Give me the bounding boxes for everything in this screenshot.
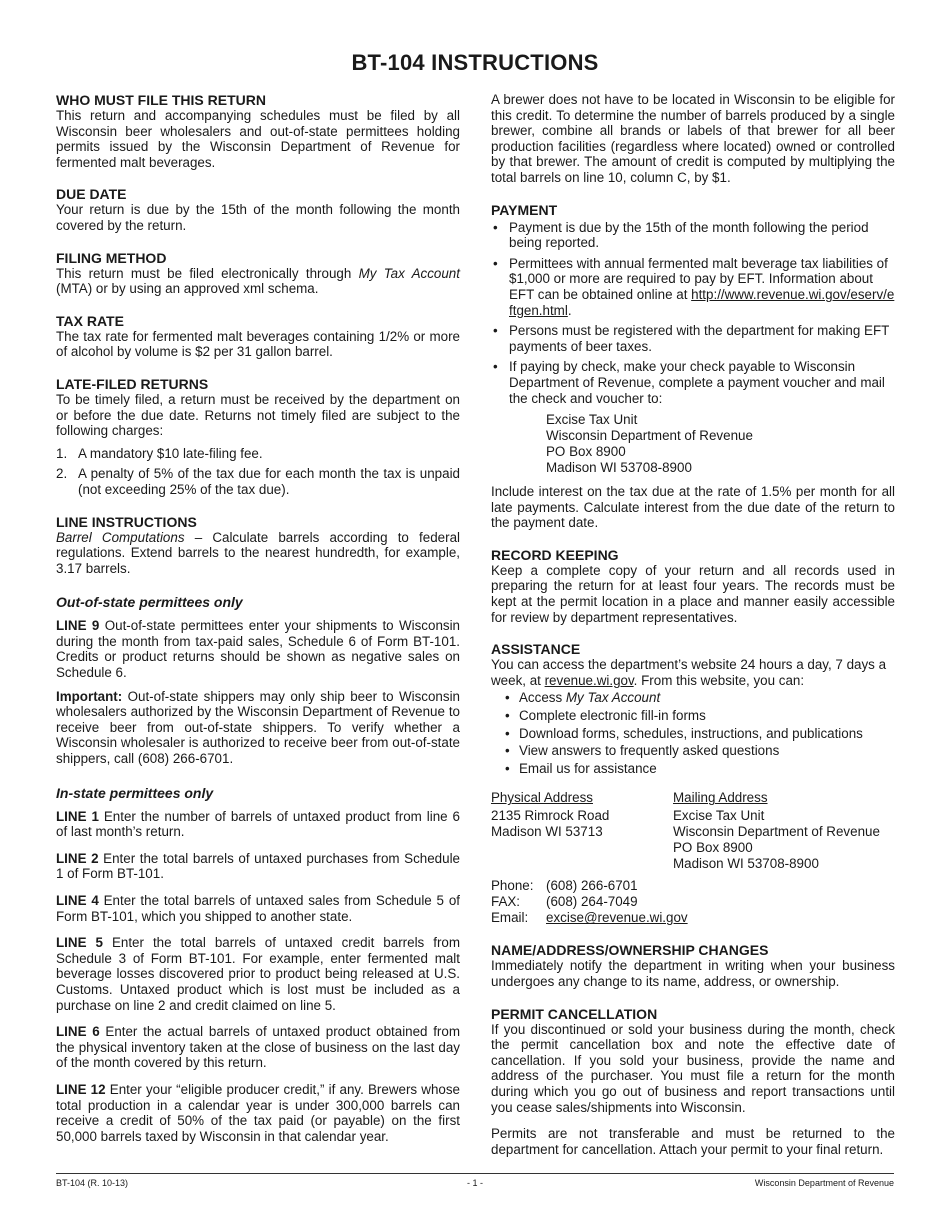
list-item (505, 743, 895, 759)
filing-text-a: This return must be filed electronically through (56, 265, 359, 281)
website-features-list (505, 690, 895, 776)
bullet-icon: • (493, 219, 498, 235)
line-body: Enter the total barrels of untaxed sales from Schedule 5 of Form BT-101, which you shipped to another state. (56, 893, 460, 924)
heading-filing-method: FILING METHOD (56, 249, 167, 266)
section-due-date (56, 186, 460, 233)
list-text (519, 690, 660, 706)
list-text: A penalty of 5% of the tax due for each month the tax is unpaid (not exceeding 25% of the tax due). (78, 466, 460, 497)
access-text: Access (519, 690, 566, 706)
bullet-icon: • (505, 743, 510, 759)
bullet-icon: • (493, 323, 498, 339)
important-text (56, 689, 460, 767)
email-label: Email: (491, 910, 529, 926)
eft-text-end: . (567, 302, 572, 318)
heading-out-of-state: Out-of-state permittees only (56, 594, 243, 611)
heading-assistance: ASSISTANCE (491, 641, 581, 658)
list-text: Payment is due by the 15th of the month following the period being reported. (509, 219, 869, 251)
list-text: Email us for assistance (519, 760, 657, 776)
address-line: 2135 Rimrock Road (491, 808, 610, 824)
address-line: PO Box 8900 (546, 444, 626, 460)
heading-permit-cancellation: PERMIT CANCELLATION (491, 1005, 658, 1022)
fax-label: FAX: (491, 894, 521, 910)
list-text (509, 256, 895, 318)
section-brewer-credit (491, 92, 895, 186)
line-label: LINE 4 (56, 893, 99, 908)
section-assistance (491, 641, 895, 926)
section-permit-cancellation (491, 1006, 895, 1158)
website-link[interactable]: revenue.wi.gov (544, 672, 634, 688)
line-label: LINE 6 (56, 1024, 100, 1040)
filing-method-text (56, 266, 460, 297)
footer-rule (56, 1173, 894, 1174)
section-filing-method (56, 250, 460, 297)
my-tax-account-italic: My Tax Account (565, 690, 661, 706)
left-column (56, 92, 460, 1144)
list-item (56, 446, 460, 462)
list-item (491, 323, 895, 354)
tax-rate-text: The tax rate for fermented malt beverages containing 1/2% or more of alcohol by volume is $2 per 31 gallon barrel. (56, 328, 460, 360)
line12-text (56, 1082, 460, 1144)
list-item (505, 761, 895, 777)
interest-text: Include interest on the tax due at the rate of 1.5% per month for all late payments. Calculate interest from the due date of the return to the payment date. (491, 484, 895, 531)
my-tax-account-italic: My Tax Account (358, 265, 460, 281)
line-body: Enter the total barrels of untaxed credit barrels from Schedule 3 of Form BT-101. For example, enter fermented malt beverage losses discovered prior to product being released at U.S. Customs. Untaxed product which is lost must be included as a purchase on line 2 and credit claimed on line 5. (56, 935, 461, 1013)
line9-text (56, 618, 460, 680)
line-body: Enter the number of barrels of untaxed product from line 6 of last month’s return. (56, 808, 460, 840)
line4-text (56, 893, 460, 924)
bullet-icon: • (505, 725, 510, 741)
heading-changes: NAME/ADDRESS/OWNERSHIP CHANGES (491, 942, 769, 959)
assistance-text (491, 657, 895, 688)
line1-text (56, 809, 460, 840)
section-line-instructions (56, 514, 460, 577)
phone-label: Phone: (491, 878, 534, 894)
fax-row (491, 894, 895, 910)
bullet-icon: • (505, 708, 510, 724)
section-changes (491, 942, 895, 989)
physical-address-heading: Physical Address (491, 790, 593, 806)
barrel-computations-italic: Barrel Computations (56, 529, 185, 545)
address-line: Madison WI 53708-8900 (673, 856, 819, 872)
phone-row (491, 878, 895, 894)
filing-text-b: (MTA) or by using an approved xml schema. (56, 281, 319, 297)
eft-text: Permittees with annual fermented malt beverage tax liabilities of $1,000 or more are required to pay by EFT. Information about EFT can be obtained online at (509, 255, 888, 302)
heading-due-date: DUE DATE (56, 186, 127, 203)
address-line: PO Box 8900 (673, 840, 753, 856)
important-body: Out-of-state shippers may only ship beer to Wisconsin wholesalers authorized by the Wisconsin Department of Revenue to receive beer from out-of-state shippers. To verify whether a Wisconsin wholesaler is authorized to receive beer from out-of-state shippers, call (608) 266-6701. (56, 688, 460, 767)
line-body: Enter your “eligible producer credit,” if any. Brewers whose total production in a calendar year is under 300,000 barrels can receive a credit of 50% of the tax paid (or payable) on the first 50,000 barrels taxed by Wisconsin in that calendar year. (56, 1081, 460, 1144)
heading-payment: PAYMENT (491, 201, 558, 218)
fax-value: (608) 264-7049 (546, 894, 638, 910)
list-number: 2. (56, 466, 68, 482)
address-block (491, 790, 895, 872)
address-line: Wisconsin Department of Revenue (546, 428, 753, 444)
section-payment (491, 202, 895, 531)
line-label: LINE 5 (56, 935, 103, 951)
line-body: Enter the total barrels of untaxed purchases from Schedule 1 of Form BT-101. (56, 850, 460, 882)
section-in-state (56, 785, 460, 1145)
section-record-keeping (491, 547, 895, 625)
email-row (491, 910, 895, 926)
list-item (491, 359, 895, 406)
list-text: Download forms, schedules, instructions, and publications (519, 725, 863, 741)
line-label: LINE 2 (56, 850, 99, 866)
heading-who-must-file: WHO MUST FILE THIS RETURN (56, 92, 266, 108)
list-text: A mandatory $10 late-filing fee. (78, 445, 263, 461)
who-must-file-text: This return and accompanying schedules must be filed by all Wisconsin beer wholesalers and out-of-state permittees holding permits issued by the Wisconsin Department of Revenue for fermented malt beverages. (56, 108, 460, 170)
line6-text (56, 1024, 460, 1071)
list-text: If paying by check, make your check payable to Wisconsin Department of Revenue, complete a payment voucher and mail the check and voucher to: (509, 359, 885, 406)
line-body: Enter the actual barrels of untaxed product obtained from the physical inventory taken at the close of business on the last day of the month covered by this return. (56, 1024, 460, 1071)
list-text: View answers to frequently asked questions (519, 743, 780, 759)
line5-text (56, 935, 460, 1013)
list-text: Complete electronic fill-in forms (519, 708, 706, 724)
bullet-icon: • (505, 760, 510, 776)
section-tax-rate (56, 313, 460, 360)
right-column (491, 92, 895, 1157)
assist-text-a: You can access the department’s website 24 hours a day, 7 days a week, at (491, 657, 887, 688)
list-item (505, 690, 895, 706)
physical-address (491, 790, 673, 872)
contact-block (491, 878, 895, 926)
line-label: LINE 1 (56, 808, 99, 824)
line-label: LINE 12 (56, 1081, 106, 1097)
heading-line-instructions: LINE INSTRUCTIONS (56, 513, 197, 530)
bullet-icon: • (493, 255, 498, 271)
heading-in-state: In-state permittees only (56, 784, 214, 801)
record-keeping-text: Keep a complete copy of your return and all records used in preparing the return for at least four years. The records must be kept at the permit location in a place and manner easily accessible for review by department representatives. (491, 562, 895, 625)
payment-list (491, 220, 895, 407)
list-number: 1. (56, 445, 68, 461)
line2-text (56, 851, 460, 882)
section-who-must-file (56, 92, 460, 170)
address-line: Madison WI 53713 (491, 824, 603, 840)
line9-body: Out-of-state permittees enter your shipments to Wisconsin during the month from tax-paid sales, Schedule 6 of Form BT-101. Credits or product returns should be shown as negative sales on Schedule 6. (56, 618, 461, 681)
list-text: Persons must be registered with the department for making EFT payments of beer taxes. (509, 323, 890, 354)
payment-mailing-address (546, 412, 895, 476)
cancellation-text: If you discontinued or sold your business during the month, check the permit cancellation box and note the effective date of cancellation. If you sold your business, provide the name and address of the purchaser. You must file a return for the month during which you go out of business and report transactions until you cease sales/shipments into Wisconsin. (491, 1021, 895, 1115)
footer-page-number: - 1 - (466, 1178, 483, 1188)
line-instructions-text (56, 530, 460, 577)
eft-link[interactable]: http://www.revenue.wi.gov/eserv/eftgen.html (509, 286, 895, 318)
list-item (505, 708, 895, 724)
bullet-icon: • (493, 359, 498, 375)
list-item (505, 726, 895, 742)
list-item (491, 220, 895, 251)
email-link[interactable]: excise@revenue.wi.gov (546, 910, 688, 926)
brewer-credit-text: A brewer does not have to be located in Wisconsin to be eligible for this credit. To determine the number of barrels produced by a single brewer, combine all brands or labels of that brewer for all beer production facilities (regardless where located) owned or controlled by that brewer. The amount of credit is computed by multiplying the total barrels on line 10, column C, by $1. (491, 92, 895, 185)
mailing-address (673, 790, 880, 872)
late-filed-text: To be timely filed, a return must be received by the department on or before the due date. Returns not timely filed are subject to the following charges: (56, 391, 460, 439)
address-line: Excise Tax Unit (673, 808, 765, 824)
due-date-text: Your return is due by the 15th of the month following the month covered by the return. (56, 202, 460, 233)
section-out-of-state (56, 594, 460, 766)
permit-transfer-text: Permits are not transferable and must be returned to the department for cancellation. Attach your permit to your final return. (491, 1126, 895, 1157)
heading-record-keeping: RECORD KEEPING (491, 546, 619, 563)
bullet-icon: • (505, 690, 510, 706)
footer-form-number: BT-104 (R. 10-13) (56, 1178, 129, 1188)
address-line: Wisconsin Department of Revenue (673, 824, 880, 840)
address-line: Madison WI 53708-8900 (546, 460, 692, 476)
page-title: BT-104 INSTRUCTIONS (351, 50, 599, 75)
footer-department: Wisconsin Department of Revenue (754, 1178, 894, 1188)
heading-tax-rate: TAX RATE (56, 312, 124, 329)
assist-text-b: . From this website, you can: (633, 672, 805, 688)
changes-text: Immediately notify the department in writing when your business undergoes any change to its name, address, or ownership. (491, 958, 895, 989)
address-line: Excise Tax Unit (546, 412, 638, 428)
mailing-address-heading: Mailing Address (673, 790, 768, 806)
heading-late-filed: LATE-FILED RETURNS (56, 375, 209, 392)
late-charges-list (56, 446, 460, 498)
line-instructions-body: – Calculate barrels according to federal regulations. Extend barrels to the nearest hundredth, for example, 3.17 barrels. (56, 529, 461, 576)
line9-label: LINE 9 (56, 618, 100, 634)
phone-value: (608) 266-6701 (546, 878, 638, 894)
important-label: Important: (56, 688, 123, 704)
list-item (56, 466, 460, 497)
list-item (491, 256, 895, 318)
section-late-filed (56, 376, 460, 498)
